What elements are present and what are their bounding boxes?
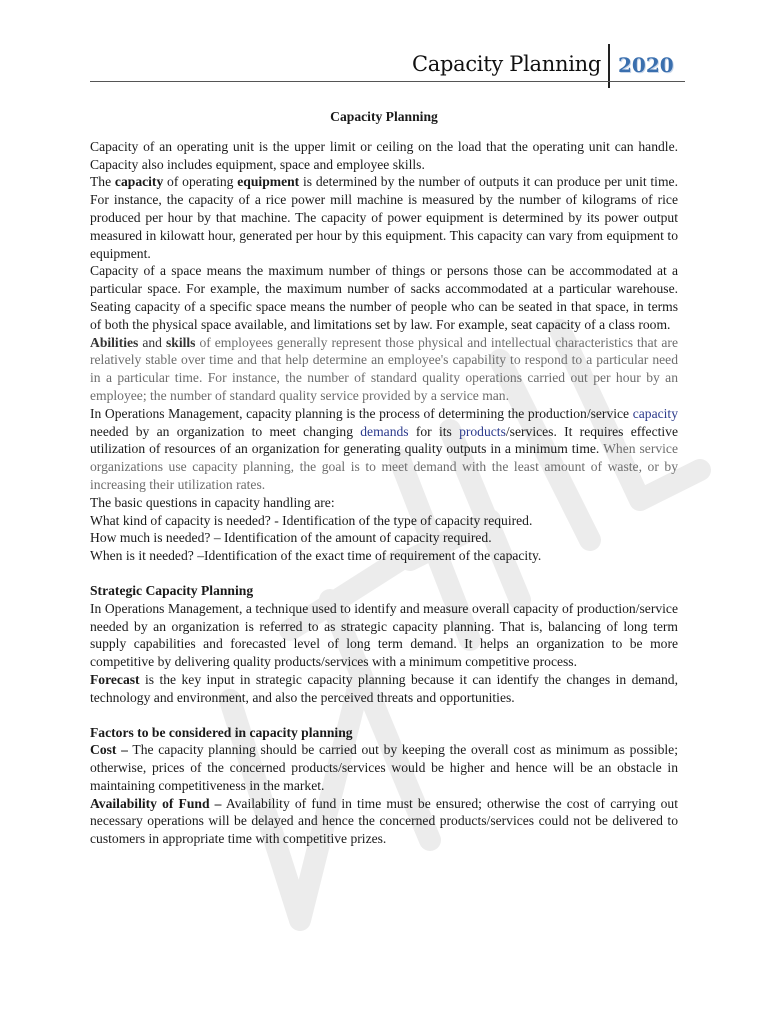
paragraph-factor-fund bbox=[90, 795, 678, 848]
text-span: needed by an organization to meet changing bbox=[90, 423, 361, 439]
heading-strategic-capacity: Strategic Capacity Planning bbox=[90, 582, 254, 598]
text-span: of employees generally represent those physical and intellectual characteristics that are relatively stable over time and that help determine an employee's capability to respond to a particular need in a particular time. For instance, the number of standard quality operations carried out per hour by an employee; the number of standard quality service provided by a service man. bbox=[90, 334, 678, 403]
text-span: In Operations Management, capacity planning is the process of determining the production/service bbox=[90, 405, 633, 421]
bold-term: Abilities bbox=[90, 334, 139, 350]
paragraph-forecast bbox=[90, 671, 678, 707]
question-item: When is it needed? –Identification of the exact time of requirement of the capacity. bbox=[90, 548, 542, 564]
text-span: for its bbox=[408, 423, 460, 439]
text-span: is determined by the number of outputs it can produce per unit time. For instance, the capacity of a rice power mill machine is measured by the number of kilograms of rice produced per hour by that machine. The capacity of power equipment is determined by its power output measured in kilowatt hour, generated per hour by this equipment. This capacity can vary from equipment to equipment. bbox=[90, 174, 678, 261]
document-body bbox=[90, 108, 678, 848]
paragraph-factor-cost bbox=[90, 741, 678, 794]
paragraph-strategic-definition: In Operations Management, a technique used to identify and measure overall capacity of production/service needed by an organization is referred to as strategic capacity planning. That is, balancing of long term supply capabilities and forecasted level of long term demand. It helps an organization to be more competitive by delivering quality products/services with a minimum competitive process. bbox=[90, 600, 678, 670]
header-year: 2020 bbox=[618, 53, 674, 77]
questions-intro: The basic questions in capacity handling are: bbox=[90, 494, 335, 510]
muted-span: When service organizations use capacity planning bbox=[90, 441, 678, 475]
text-span: and bbox=[138, 334, 166, 350]
link-products[interactable]: products bbox=[459, 423, 506, 439]
page-header bbox=[90, 44, 685, 88]
text-span: The capacity planning should be carried out by keeping the overall cost as minimum as possible; otherwise, prices of the concerned products/services would be higher and hence will be an obstacle in maintaining competitiveness in the market. bbox=[90, 742, 678, 793]
paragraph-capacity-definition: Capacity of an operating unit is the upper limit or ceiling on the load that the operating unit can handle. Capacity also includes equipment, space and employee skills. bbox=[90, 138, 678, 172]
text-span: /services. It requires effective utilization of resources of an organization for generating quality outputs in a minimum time. bbox=[90, 423, 679, 457]
paragraph-space-capacity: Capacity of a space means the maximum number of things or persons those can be accommodated at a particular space. For example, the maximum number of sacks accommodated at a particular warehouse. Seating capacity of a specific space means the number of people who can be seated in that space, in terms of both the physical space available, and limitations set by law. For example, seat capacity of a class room. bbox=[90, 263, 678, 332]
bold-term: capacity bbox=[114, 174, 164, 190]
text-span: is the key input in strategic capacity planning because it can identify the changes in demand, technology and environment, and also the perceived threats and opportunities. bbox=[90, 671, 678, 705]
text-span: of operating bbox=[163, 174, 238, 190]
muted-span: , the goal is to meet demand with the least amount of waste, or by increasing their utilization rates. bbox=[90, 459, 678, 492]
bold-term: skills bbox=[165, 334, 196, 350]
text-span: Availability of fund in time must be ensured; otherwise the cost of carrying out necessary operations will be delayed and hence the concerned products/services could not be delivered to customers in appropriate time with competitive prizes. bbox=[90, 795, 678, 847]
question-item: How much is needed? – Identification of the amount of capacity required. bbox=[90, 530, 492, 546]
bold-term: Availability of Fund – bbox=[90, 795, 222, 811]
link-demands[interactable]: demands bbox=[360, 423, 409, 439]
heading-factors: Factors to be considered in capacity planning bbox=[90, 724, 353, 740]
paragraph-employee-skills bbox=[90, 334, 678, 405]
bold-term: equipment bbox=[237, 174, 300, 190]
text-span: The bbox=[90, 174, 115, 190]
bold-term: Cost – bbox=[90, 742, 128, 758]
bold-term: Forecast bbox=[90, 671, 140, 687]
link-capacity[interactable]: capacity bbox=[632, 405, 678, 421]
paragraph-equipment-capacity bbox=[90, 173, 678, 262]
header-title: Capacity Planning bbox=[411, 52, 601, 76]
paragraph-operations-management bbox=[90, 405, 678, 494]
document-title: Capacity Planning bbox=[330, 109, 438, 124]
header-rule bbox=[90, 81, 685, 82]
question-item: What kind of capacity is needed? - Identification of the type of capacity required. bbox=[90, 512, 533, 528]
